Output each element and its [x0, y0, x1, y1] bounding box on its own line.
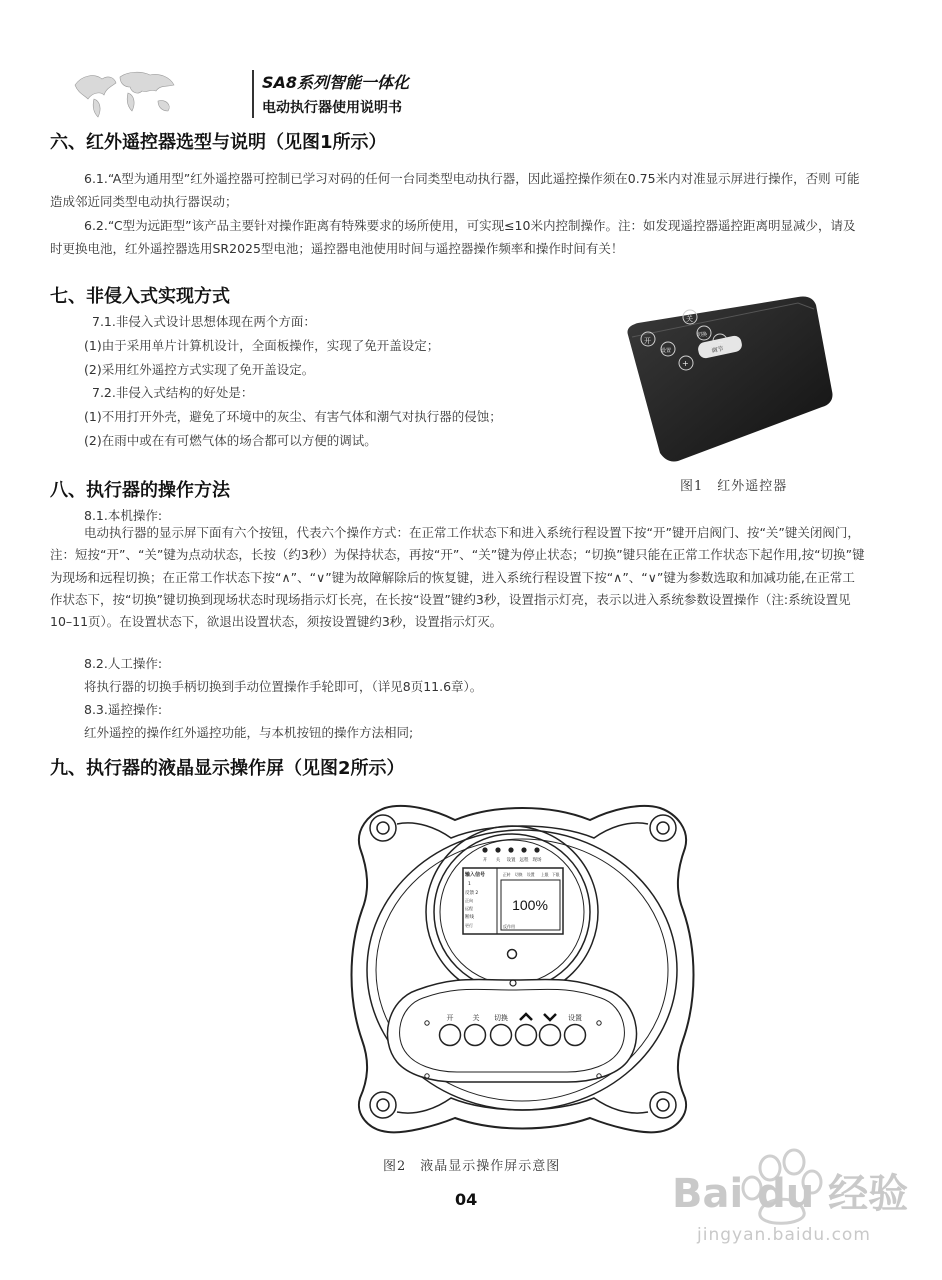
- switch-key-button: [491, 1025, 512, 1046]
- section-8-2-title: 8.2.人工操作:: [84, 656, 163, 671]
- remote-button-close: 关: [686, 315, 693, 323]
- lcd-left-label: 更行: [465, 923, 473, 928]
- indicator-label: 现场: [532, 858, 542, 863]
- lcd-top-label: 下限: [552, 872, 560, 877]
- lcd-panel-diagram: [345, 800, 700, 1135]
- section-6-paragraph-2: 6.2.“C型为远距型”该产品主要针对操作距离有特殊要求的场所使用，可实现≤10米内控制操作。注：如发现遥控器遥控距离明显减少，请及时更换电池，红外遥控器选用SR2025型电池；遥控器电池使用时间与遥控器操作频率和操作时间有关！: [50, 218, 856, 256]
- lcd-left-label: 输入信号: [465, 872, 486, 878]
- section-6-heading: 六、红外遥控器选型与说明（见图1所示）: [50, 132, 387, 153]
- close-key-button: [465, 1025, 486, 1046]
- up-key-button: [516, 1025, 537, 1046]
- section-7-line: (2)采用红外遥控方式实现了免开盖设定。: [84, 362, 315, 377]
- document-subtitle: 电动执行器使用说明书: [262, 100, 402, 116]
- section-7-heading: 七、非侵入式实现方式: [50, 286, 230, 307]
- section-8-2-body: 将执行器的切换手柄切换到手动位置操作手轮即可，（详见8页11.6章）。: [84, 679, 483, 694]
- lcd-percent-value: 100%: [512, 897, 548, 913]
- remote-button-open: 开: [644, 337, 651, 345]
- watermark-url: jingyan.baidu.com: [697, 1225, 871, 1245]
- key-label-open: 开: [446, 1014, 454, 1022]
- indicator-label: 开: [482, 858, 488, 863]
- lcd-top-label: 设置: [527, 872, 535, 877]
- remote-button-switch: 切换: [697, 332, 708, 338]
- indicator-label: 关: [495, 858, 501, 863]
- world-map-logo: [70, 65, 180, 120]
- lcd-left-label: 1: [468, 882, 471, 887]
- section-7-line: (1)不用打开外壳，避免了环境中的灰尘、有害气体和潮气对执行器的侵蚀；: [84, 409, 502, 424]
- ir-remote-illustration: [618, 295, 838, 465]
- key-label-switch: 切换: [494, 1014, 508, 1022]
- section-7-line: (1)由于采用单片计算机设计，全面板操作，实现了免开盖设定；: [84, 338, 440, 353]
- watermark-brand: Bai du 经验: [672, 1171, 909, 1217]
- indicator-label: 远程: [519, 858, 529, 863]
- section-9-heading: 九、执行器的液晶显示操作屏（见图2所示）: [50, 758, 405, 779]
- section-8-heading: 八、执行器的操作方法: [50, 480, 230, 501]
- indicator-label: 设置: [506, 858, 516, 863]
- document-title: SA8系列智能一体化: [262, 73, 410, 92]
- remote-plus-icon: +: [682, 359, 689, 368]
- section-8-1-title: 8.1.本机操作:: [84, 508, 163, 523]
- header-divider: [252, 70, 254, 118]
- down-key-button: [540, 1025, 561, 1046]
- lcd-left-label: 断线: [465, 915, 474, 920]
- page-number: 04: [455, 1190, 478, 1209]
- lcd-left-label: 正向: [465, 898, 473, 903]
- section-6-paragraph-1: 6.1.“A型为通用型”红外遥控器可控制已学习对码的任何一台同类型电动执行器，因此遥控操作须在0.75米内对准显示屏进行操作，否则 可能造成邻近同类型电动执行器误动；: [50, 171, 860, 209]
- section-7-line: 7.2.非侵入式结构的好处是：: [92, 385, 254, 400]
- lcd-top-label: 上限: [541, 872, 549, 877]
- document-header: [70, 55, 490, 125]
- key-label-close: 关: [472, 1014, 480, 1022]
- remote-button-set: 设置: [661, 348, 672, 354]
- lcd-top-label: 正转: [503, 872, 511, 877]
- remote-minus-icon: −: [717, 338, 724, 347]
- section-7-line: 7.1.非侵入式设计思想体现在两个方面：: [92, 314, 316, 329]
- lcd-left-label: 反馈 2: [465, 891, 479, 896]
- remote-adjust-label: 调节: [710, 345, 725, 355]
- figure-2-caption: 图2 液晶显示操作屏示意图: [383, 1159, 561, 1174]
- lcd-top-label: 切换: [515, 872, 523, 877]
- figure-1-caption: 图1 红外遥控器: [680, 479, 788, 494]
- section-8-3-title: 8.3.遥控操作:: [84, 702, 163, 717]
- key-label-set: 设置: [568, 1014, 582, 1022]
- section-7-line: (2)在雨中或在有可燃气体的场合都可以方便的调试。: [84, 433, 377, 448]
- set-key-button: [565, 1025, 586, 1046]
- section-8-3-body: 红外遥控的操作红外遥控功能，与本机按钮的操作方法相同;: [84, 725, 414, 740]
- lcd-bottom-label: 反作用: [503, 924, 515, 929]
- open-key-button: [440, 1025, 461, 1046]
- lcd-left-label: 远程: [465, 906, 473, 911]
- section-8-1-body: 电动执行器的显示屏下面有六个按钮，代表六个操作方式：在正常工作状态下和进入系统行程设置下按“开”键开启阀门、按“关”键关闭阀门，注：短按“开”、“关”键为点动状态，长按（约3秒）为保持状态，再按“开”、“关”键为停止状态；“切换”键只能在正常工作状态下起作用,按“切换”键为现场和远程切换；在正常工作状态下按“∧”、“∨”键为故障解除后的恢复键，进入系统行程设置下按“∧”、“∨”键为参数选取和加减功能,在正常工作状态下，按“切换”键切换到现场状态时现场指示灯长亮，在长按“设置”键约3秒，设置指示灯亮，表示以进入系统参数设置操作（注:系统设置见10–11页）。在设置状态下，欲退出设置状态，须按设置键约3秒，设置指示灯灭。: [50, 525, 865, 630]
